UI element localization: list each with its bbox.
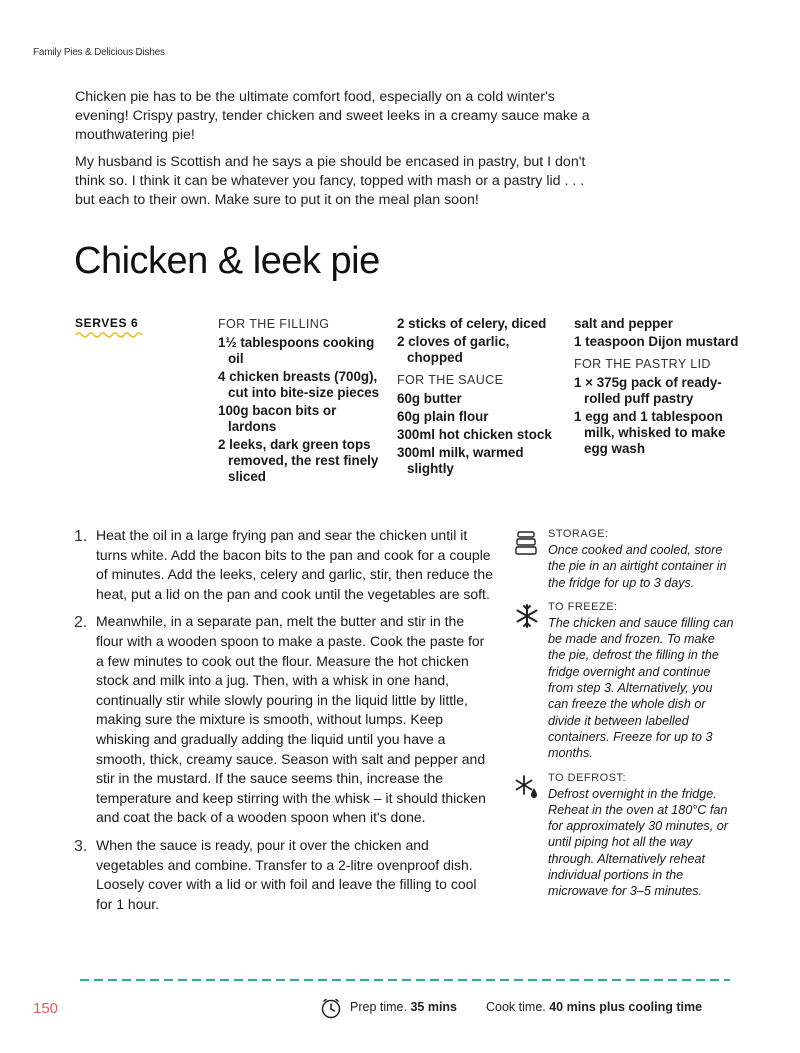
storage-containers-icon bbox=[514, 530, 540, 556]
pastry-heading: FOR THE PASTRY LID bbox=[574, 357, 711, 371]
tips-sidebar bbox=[514, 528, 734, 910]
squiggle-underline bbox=[75, 330, 145, 338]
intro-paragraph: Chicken pie has to be the ultimate comfort food, especially on a cold winter's evening! Crispy pastry, tender chicken and sweet leeks in a creamy sauce make a mouthwatering pie! bbox=[75, 89, 590, 143]
step-number: 1. bbox=[74, 528, 88, 545]
storage-tip bbox=[514, 528, 734, 591]
ingredient: 60g butter bbox=[397, 391, 462, 406]
serves-label: SERVES 6 bbox=[75, 316, 139, 330]
prep-time-label: Prep time. bbox=[350, 1000, 407, 1014]
recipe-title: Chicken & leek pie bbox=[74, 240, 380, 282]
method-step bbox=[74, 836, 494, 914]
tip-body: The chicken and sauce filling can be made and frozen. To make the pie, defrost the filling in the fridge overnight and continue from step 3. Alternatively, you can freeze the whole dish or divide it between labelled containers. Freeze for up to 3 months. bbox=[548, 615, 734, 761]
cook-time-label: Cook time. bbox=[486, 1000, 546, 1014]
freeze-tip bbox=[514, 601, 734, 762]
page-number: 150 bbox=[33, 1000, 59, 1017]
tip-heading: TO DEFROST: bbox=[548, 771, 627, 784]
filling-heading: FOR THE FILLING bbox=[218, 317, 330, 331]
ingredient: 60g plain flour bbox=[397, 409, 489, 424]
tip-body: Defrost overnight in the fridge. Reheat in the oven at 180°C fan for approximately 30 minutes, or until piping hot all the way through. Alternatively reheat individual portions in the microwave for 3–5 minutes. bbox=[548, 786, 728, 899]
step-text: Meanwhile, in a separate pan, melt the butter and stir in the flour with a wooden spoon to make a paste. Cook the paste for a few minutes to cook out the flour. Measure the hot chicken stock and milk into a jug. Then, with a whisk in one hand, continually stir while slowly pouring in the liquid little by little, making sure the mixture is smooth, without lumps. Keep whisking and gradually adding the liquid until you have a smooth, thick, creamy sauce. Season with salt and pepper and stir in the mustard. If the sauce seems thin, increase the temperature and keep stirring with the whisk – it should thicken and coat the back of a wooden spoon when it's done. bbox=[96, 613, 486, 826]
ingredient: 300ml milk, warmed slightly bbox=[397, 445, 524, 476]
step-number: 3. bbox=[74, 837, 88, 855]
ingredient: 4 chicken breasts (700g), cut into bite-size pieces bbox=[218, 369, 380, 400]
ingredient: 300ml hot chicken stock bbox=[397, 427, 552, 442]
ingredient: 1½ tablespoons cooking oil bbox=[218, 335, 375, 366]
step-number: 2. bbox=[74, 614, 88, 632]
method-steps bbox=[74, 526, 494, 922]
prep-time-value: 35 mins bbox=[410, 1000, 458, 1014]
ingredients-column-1 bbox=[218, 316, 383, 487]
tip-heading: STORAGE: bbox=[548, 528, 609, 540]
ingredients-column-2 bbox=[397, 316, 562, 479]
sauce-heading: FOR THE SAUCE bbox=[397, 373, 504, 387]
ingredient: 2 cloves of garlic, chopped bbox=[397, 334, 510, 365]
step-text: Heat the oil in a large frying pan and sear the chicken until it turns white. Add the bacon bits to the pan and cook for a couple of minutes. Add the leeks, celery and garlic, stir, then reduce the heat, put a lid on the pan and cook until the vegetables are soft. bbox=[96, 527, 493, 602]
ingredient: 1 egg and 1 tablespoon milk, whisked to make egg wash bbox=[574, 409, 726, 456]
defrost-tip bbox=[514, 772, 734, 900]
intro-text bbox=[75, 88, 595, 218]
method-step bbox=[74, 526, 494, 604]
running-head: Family Pies & Delicious Dishes bbox=[33, 47, 165, 58]
intro-paragraph: My husband is Scottish and he says a pie should be encased in pastry, but I don't think so. I think it can be whatever you fancy, topped with mash or a pastry lid . . . but each to their own. Make sure to put it on the meal plan soon! bbox=[75, 154, 586, 208]
prep-time bbox=[350, 1000, 457, 1014]
dashed-divider bbox=[80, 978, 730, 982]
step-text: When the sauce is ready, pour it over the chicken and vegetables and combine. Transfer to a 2-litre ovenproof dish. Loosely cover with a lid or with foil and leave the filling to cool for 1 hour. bbox=[96, 836, 477, 912]
defrost-snowflake-drop-icon bbox=[514, 774, 540, 800]
ingredient: 100g bacon bits or lardons bbox=[218, 403, 337, 434]
method-step bbox=[74, 612, 494, 828]
ingredient: 2 sticks of celery, diced bbox=[397, 316, 547, 331]
tip-heading: TO FREEZE: bbox=[548, 600, 618, 613]
snowflake-icon bbox=[514, 603, 540, 629]
ingredient: 1 × 375g pack of ready-rolled puff pastry bbox=[574, 375, 722, 406]
cook-time bbox=[486, 1000, 702, 1014]
ingredient: 1 teaspoon Dijon mustard bbox=[574, 334, 739, 349]
ingredient: 2 leeks, dark green tops removed, the rest finely sliced bbox=[218, 437, 379, 484]
clock-icon bbox=[320, 997, 342, 1019]
tip-body: Once cooked and cooled, store the pie in an airtight container in the fridge for up to 3 days. bbox=[548, 543, 727, 590]
ingredient: salt and pepper bbox=[574, 316, 673, 331]
cook-time-value: 40 mins plus cooling time bbox=[549, 1000, 703, 1014]
ingredients-column-3 bbox=[574, 316, 739, 459]
